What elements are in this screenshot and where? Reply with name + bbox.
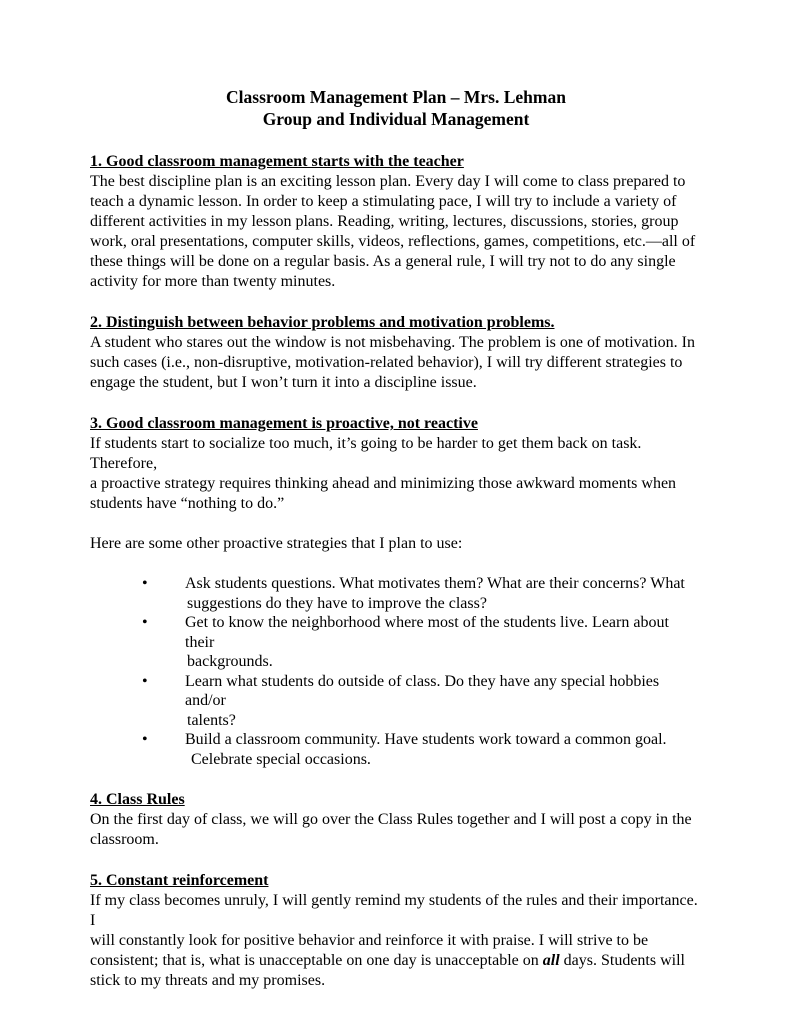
gap-before-bullets (90, 554, 702, 574)
list-item-line-2: talents? (187, 711, 236, 729)
list-item (90, 574, 702, 613)
section-1-heading-wrap (90, 152, 702, 172)
section-1 (90, 152, 702, 292)
section-1-line-2: teach a dynamic lesson. In order to keep a stimulating pace, I will try to include a variety of (90, 193, 677, 210)
list-item (90, 730, 702, 769)
section-5-emphasis-word: all (542, 952, 560, 969)
section-1-heading: 1. Good classroom management starts with the teacher (90, 153, 464, 170)
list-item (90, 613, 702, 672)
section-4-heading: 4. Class Rules (90, 791, 185, 808)
section-5-heading: 5. Constant reinforcement (90, 872, 269, 889)
section-5-line-4: stick to my threats and my promises. (90, 972, 326, 989)
list-item-line-1: Build a classroom community. Have students work toward a common goal. (185, 731, 667, 748)
section-4-line-2: classroom. (90, 831, 159, 848)
section-5-line-3a: consistent; that is, what is unacceptable on one day is unacceptable on (90, 952, 543, 969)
section-3-line-2: a proactive strategy requires thinking ahead and minimizing those awkward moments when (90, 475, 677, 492)
section-3-heading-wrap (90, 414, 702, 434)
list-item (90, 672, 702, 731)
section-5-heading-wrap (90, 871, 702, 891)
section-2 (90, 313, 702, 393)
section-1-line-3: different activities in my lesson plans. Reading, writing, lectures, discussions, stories, group (90, 213, 679, 230)
document-content (90, 86, 702, 991)
section-3-line-3: students have “nothing to do.” (90, 495, 285, 512)
section-5-paragraph (90, 891, 702, 991)
list-item-line-2: backgrounds. (187, 653, 273, 670)
section-4 (90, 790, 702, 850)
section-4-heading-wrap (90, 790, 702, 810)
section-1-line-6: activity for more than twenty minutes. (90, 273, 336, 290)
bullet-icon: • (142, 575, 148, 592)
list-item-line-1: Learn what students do outside of class. Do they have any special hobbies and/or (185, 672, 660, 709)
section-5-line-3b: days. Students will (559, 952, 685, 969)
gap-after-section-2 (90, 393, 702, 414)
bullet-icon: • (142, 614, 148, 631)
section-2-line-1: A student who stares out the window is not misbehaving. The problem is one of motivation. In (90, 334, 695, 351)
gap-after-section-4 (90, 850, 702, 871)
gap-after-bullets (90, 769, 702, 790)
title-line-1: Classroom Management Plan – Mrs. Lehman (226, 87, 566, 107)
bullet-icon: • (142, 672, 148, 690)
section-2-heading-wrap (90, 313, 702, 333)
list-item-line-1: Ask students questions. What motivates them? What are their concerns? What (185, 575, 685, 592)
section-3-paragraph (90, 434, 702, 514)
section-5-line-2: will constantly look for positive behavior and reinforce it with praise. I will strive to be (90, 932, 649, 949)
section-1-line-4: work, oral presentations, computer skills, videos, reflections, games, competitions, etc.—all of (90, 233, 696, 250)
bullet-icon: • (142, 731, 148, 748)
gap-before-lead-in (90, 514, 702, 534)
list-item-line-2: suggestions do they have to improve the class? (187, 594, 487, 612)
page-title (90, 86, 702, 130)
section-3-line-1: If students start to socialize too much, it’s going to be harder to get them back on task. Therefore, (90, 435, 642, 472)
section-1-line-1: The best discipline plan is an exciting lesson plan. Every day I will come to class prepared to (90, 173, 686, 190)
list-item-line-2: Celebrate special occasions. (191, 750, 371, 768)
section-4-paragraph (90, 810, 702, 850)
strategies-list (90, 574, 702, 769)
section-3-heading: 3. Good classroom management is proactive, not reactive (90, 415, 478, 432)
list-item-line-1: Get to know the neighborhood where most of the students live. Learn about their (185, 614, 669, 651)
section-2-paragraph (90, 333, 702, 393)
title-line-2: Group and Individual Management (262, 109, 530, 129)
title-spacer (90, 130, 702, 152)
section-3 (90, 414, 702, 514)
section-4-line-1: On the first day of class, we will go over the Class Rules together and I will post a copy in the (90, 811, 692, 828)
section-1-line-5: these things will be done on a regular basis. As a general rule, I will try not to do any single (90, 253, 676, 270)
section-1-paragraph (90, 172, 702, 292)
section-2-line-2: such cases (i.e., non-disruptive, motivation-related behavior), I will try different strategies to (90, 354, 683, 371)
section-5 (90, 871, 702, 991)
strategies-lead-in: Here are some other proactive strategies that I plan to use: (90, 535, 463, 552)
section-2-line-3: engage the student, but I won’t turn it into a discipline issue. (90, 374, 477, 391)
gap-after-section-1 (90, 292, 702, 313)
section-2-heading: 2. Distinguish between behavior problems and motivation problems. (90, 314, 555, 331)
section-5-line-1: If my class becomes unruly, I will gently remind my students of the rules and their importance. I (90, 892, 698, 929)
